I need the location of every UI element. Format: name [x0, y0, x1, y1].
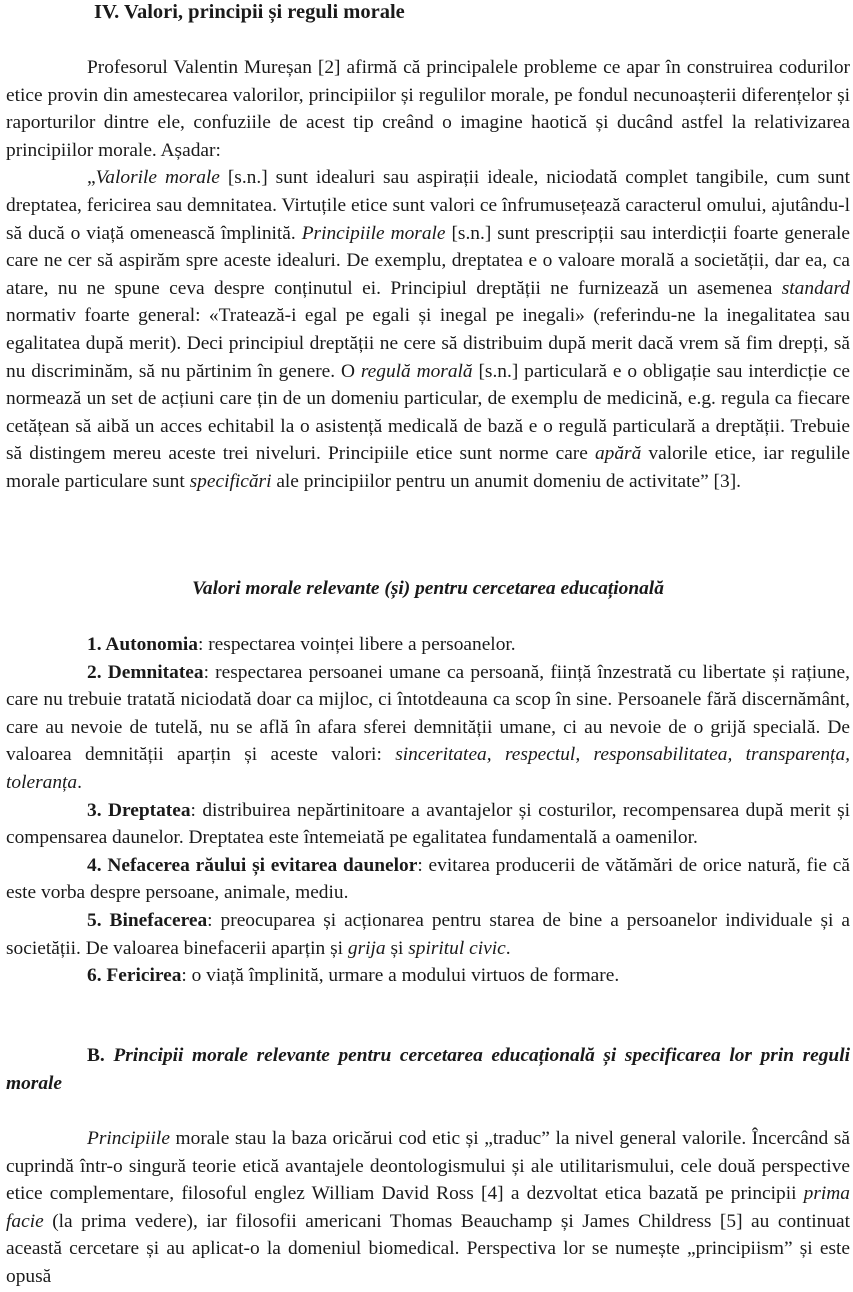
intro-paragraph — [6, 54, 850, 164]
value-text: : o viață împlinită, urmare a modului virtuos de formare. — [181, 965, 620, 987]
value-italic-list: sinceritatea, respectul, responsabilitatea, transparența, toleranța — [6, 744, 850, 793]
value-term: 5. Binefacerea — [87, 909, 208, 931]
value-term: 1. Autonomia — [87, 634, 198, 655]
principles-text-2: (la prima vedere), iar filosofii americani Thomas Beauchamp și James Childress [5] au continuat această cercetare și au aplicat-o la domeniul biomedical. Perspectiva lor se numește „principiism” și este opusă — [6, 1210, 850, 1287]
value-end: . — [505, 937, 511, 959]
value-item-autonomy — [6, 631, 850, 659]
quote-text-5: valorile etice, iar regulile morale particulare sunt — [6, 443, 851, 492]
value-conjunction: și — [385, 937, 409, 959]
term-principles: Principiile morale — [301, 222, 446, 244]
prima-facie-term: prima facie — [6, 1183, 850, 1232]
value-item-justice — [6, 797, 850, 852]
section-b-heading-block — [6, 1042, 850, 1097]
section-b-label: B. — [87, 1045, 114, 1066]
value-text: : preocuparea și acționarea pentru starea de bine a persoanelor individuale și a societății. De valoarea binefacerii aparțin și — [6, 909, 850, 959]
value-item-beneficence — [6, 907, 850, 962]
values-heading: Valori morale relevante (și) pentru cercetarea educațională — [192, 578, 664, 599]
value-term: 4. Nefacerea răului și evitarea daunelor — [87, 854, 418, 876]
value-term: 2. Demnitatea — [87, 661, 204, 683]
value-text: : distribuirea nepărtinitoare a avantajelor și costurilor, recompensarea după merit și compensarea daunelor. Dreptatea este întemeiată pe egalitatea fundamentală a oamenilor. — [6, 799, 850, 849]
principles-paragraph — [6, 1125, 850, 1291]
intro-text: Profesorul Valentin Mureșan [2] afirmă că principalele probleme ce apar în construirea codurilor etice provin din amestecarea valorilor, principiilor și regulilor morale, pe fondul necunoașterii diferențelor și raporturilor dintre ele, confuziile de acest tip creând o imagine haotică și ducând astfel la relativizarea principiilor morale. Așadar: — [6, 57, 850, 161]
value-italic: grija — [347, 937, 386, 959]
values-list — [6, 631, 850, 990]
quote-text-4: [s.n.] particulară e o obligație sau interdicție ce normează un set de acțiuni care țin de un domeniu particular, de exemplu de medicină, e.g. regula ca fiecare cetățean să aibă un acces echitabil la o asistență medicală de bază e o regulă particulară a dreptății. Trebuie să distingem mereu aceste trei niveluri. Principiile etice sunt norme care — [6, 360, 850, 465]
quote-text-3: normativ foarte general: «Tratează-i egal pe egali și inegal pe inegali» (referindu-ne la inegalitatea sau egalitatea după merit). Deci principiul dreptății ne cere să distribuim după merit dacă vrem să fim drepți, să nu discriminăm, să nu părtinim în genere. O — [6, 305, 850, 382]
section-b-heading — [6, 1042, 850, 1097]
quote-open: „ — [87, 167, 96, 189]
section-b-title: Principii morale relevante pentru cercetarea educațională și specificarea lor prin reguli morale — [6, 1045, 850, 1094]
section-heading: IV. Valori, principii și reguli morale — [94, 1, 405, 23]
quote-text-2: [s.n.] sunt prescripții sau interdicții foarte generale care ne cer să aspirăm spre aceste idealuri. De exemplu, dreptatea e o valoare morală a societății, dar ea, ca atare, nu ne spune ceva despre conținutul ei. Principiul dreptății ne furnizează un asemenea — [6, 222, 850, 299]
quote-text-6: ale principiilor pentru un anumit domeniu de activitate” [3]. — [271, 470, 742, 492]
principles-block — [6, 1125, 850, 1291]
term-rule: regulă morală — [360, 360, 473, 382]
value-term: 3. Dreptatea — [87, 799, 191, 821]
principles-term: Principiile — [87, 1128, 170, 1149]
value-item-happiness — [6, 962, 850, 990]
value-end: . — [77, 771, 82, 793]
value-item-nonmaleficence — [6, 852, 850, 907]
term-defend: apără — [594, 443, 642, 465]
value-text: : respectarea voinței libere a persoanelor. — [197, 634, 516, 655]
intro-block — [6, 54, 850, 496]
term-standard: standard — [781, 277, 850, 299]
term-values: Valorile morale — [95, 167, 220, 189]
quote-paragraph — [6, 164, 850, 495]
quote-text-1: [s.n.] sunt idealuri sau aspirații ideale, niciodată complet tangibile, cum sunt dreptatea, fericirea sau demnitatea. Virtuțile etice sunt valori ce înfrumusețează caracterul omului, ajutându-l să ducă o viață omenească împlinită. — [6, 167, 850, 244]
value-text: : evitarea producerii de vătămări de orice natură, fie că este vorba despre persoane, animale, mediu. — [6, 854, 850, 904]
value-text: : respectarea persoanei umane ca persoană, ființă înzestrată cu libertate și rațiune, care nu trebuie tratată niciodată doar ca mijloc, ci întotdeauna ca scop în sine. Persoanele fără discernământ, care au nevoie de tutelă, nu se află în afara sferei demnității umane, ci au nevoie de o grijă specială. De valoarea demnității aparțin și aceste valori: — [6, 661, 850, 766]
term-specifications: specificări — [189, 470, 272, 492]
value-item-dignity — [6, 659, 850, 797]
value-term: 6. Fericirea — [87, 965, 182, 987]
principles-text-1: morale stau la baza oricărui cod etic și „traduc” la nivel general valorile. Încercând să cuprindă într-o singură teorie etică avantajele deontologismului și ale utilitarismului, cele două perspective etice complementare, filosoful englez William David Ross [4] a dezvoltat etica bazată pe principii — [6, 1128, 850, 1205]
value-italic: spiritul civic — [408, 937, 506, 959]
